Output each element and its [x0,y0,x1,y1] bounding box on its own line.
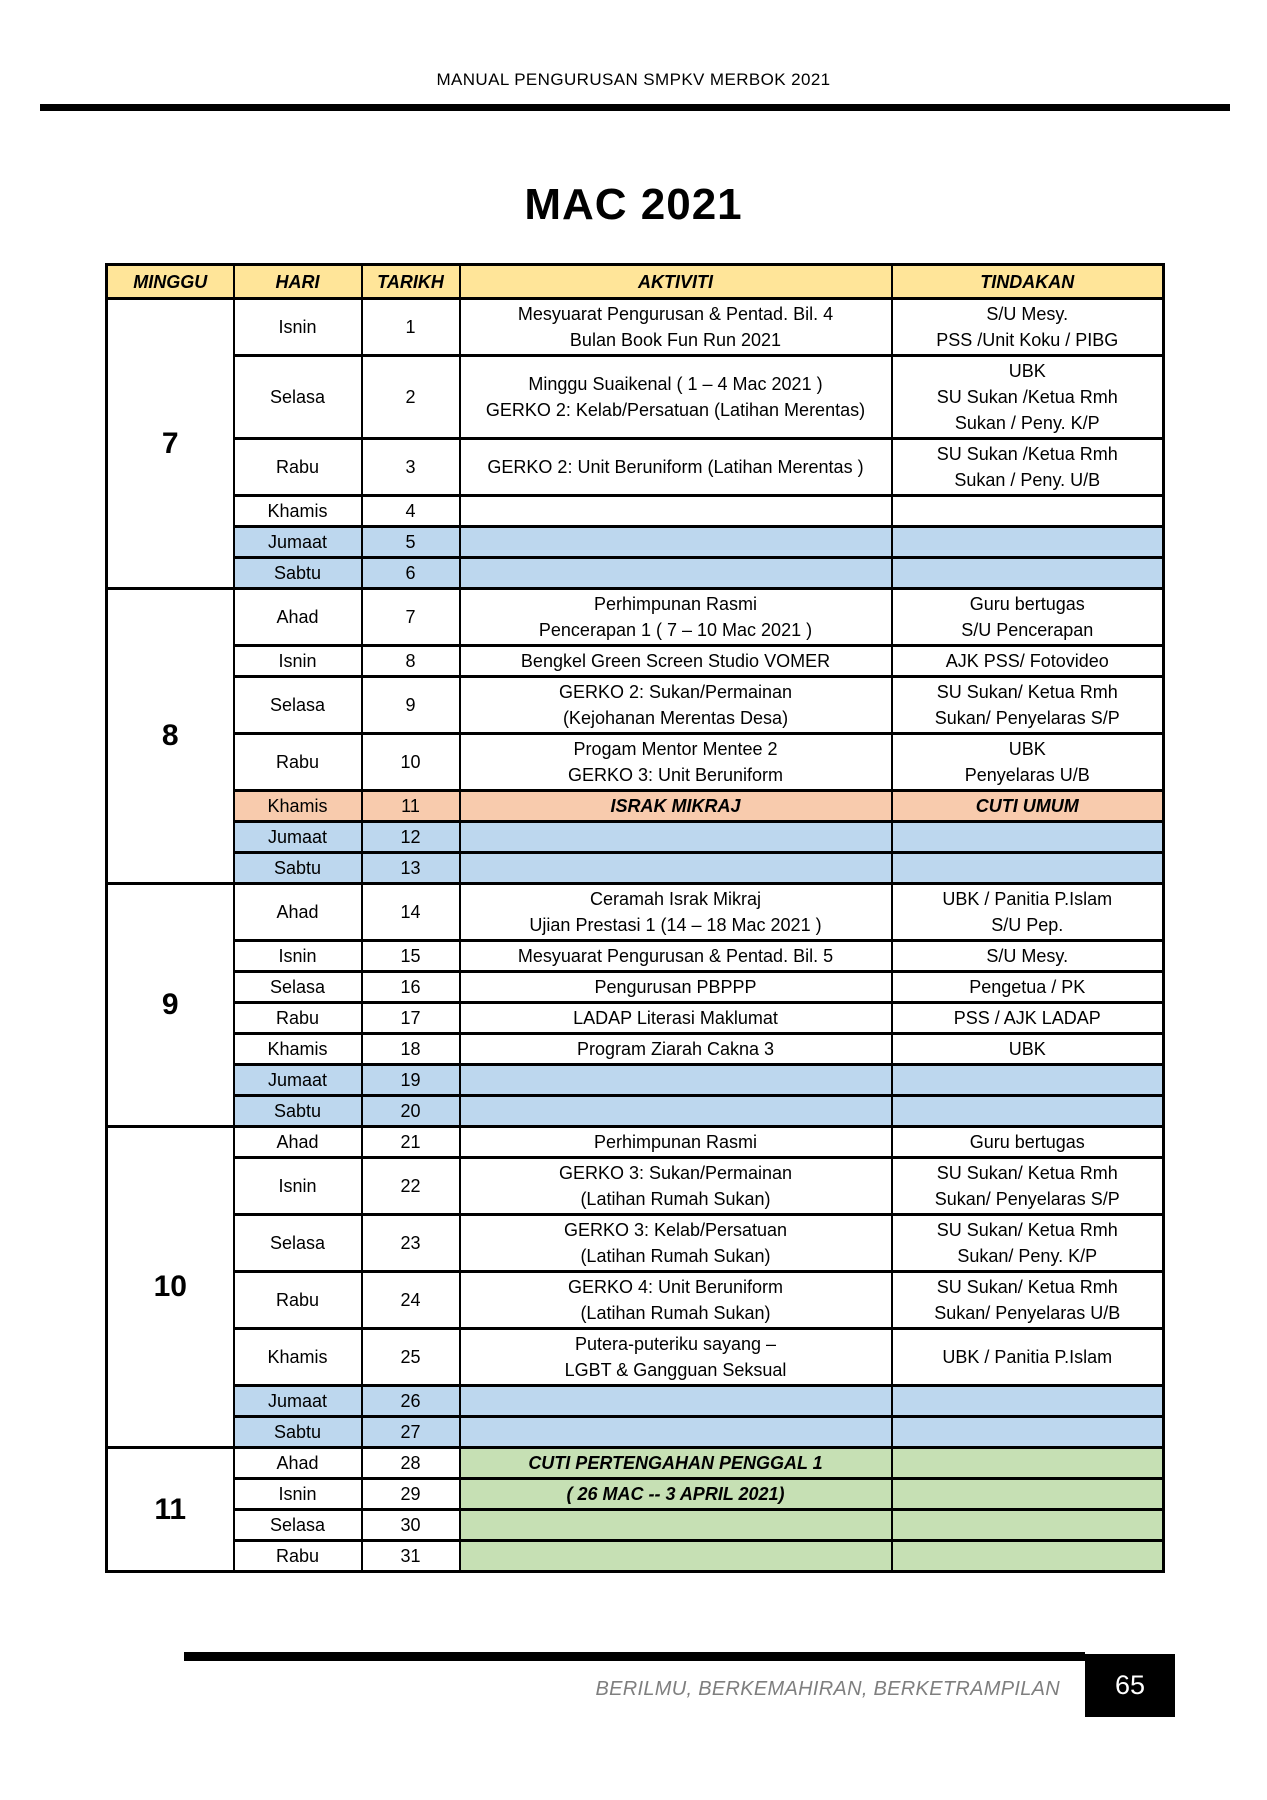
action-cell-line: Sukan / Peny. K/P [954,413,1100,433]
calendar-row [107,1272,1164,1329]
calendar-row [107,734,1164,791]
calendar-row [107,356,1164,439]
day-cell-line: Jumaat [267,1070,328,1090]
activity-cell-line: GERKO 3: Unit Beruniform [567,765,784,785]
action-cell [892,941,1164,972]
date-cell [362,822,460,853]
day-cell-line: Rabu [275,457,320,477]
date-cell-line: 16 [400,977,421,997]
activity-cell [460,1386,892,1417]
calendar-row [107,1417,1164,1448]
action-cell-line: Sukan/ Penyelaras S/P [934,1189,1120,1209]
day-cell [234,527,362,558]
calendar-row [107,853,1164,884]
date-cell [362,1541,460,1572]
calendar-row [107,1479,1164,1510]
calendar-row [107,496,1164,527]
day-cell-line: Ahad [276,607,319,627]
activity-cell [460,646,892,677]
activity-cell [460,1417,892,1448]
date-cell [362,527,460,558]
calendar-row [107,1065,1164,1096]
action-cell [892,677,1164,734]
activity-cell-line: Pencerapan 1 ( 7 – 10 Mac 2021 ) [538,620,813,640]
action-cell-line: S/U Mesy. [986,946,1069,966]
action-cell-line: UBK / Panitia P.Islam [942,889,1113,909]
action-cell-line: Sukan/ Peny. K/P [957,1246,1098,1266]
footer-motto: BERILMU, BERKEMAHIRAN, BERKETRAMPILAN [595,1678,1060,1700]
day-cell-line: Rabu [275,1546,320,1566]
week-number-cell: 11 [107,1448,234,1572]
action-cell-line: UBK / Panitia P.Islam [942,1347,1113,1367]
calendar-row [107,1510,1164,1541]
activity-cell-line: Perhimpunan Rasmi [593,1132,758,1152]
day-cell-line: Selasa [269,1233,326,1253]
action-cell [892,527,1164,558]
date-cell [362,1386,460,1417]
day-cell [234,677,362,734]
date-cell-line: 21 [400,1132,421,1152]
date-cell-line: 7 [405,607,416,627]
activity-cell [460,1127,892,1158]
calendar-row [107,646,1164,677]
day-cell [234,972,362,1003]
week-number-cell: 7 [107,299,234,589]
activity-cell-line: LGBT & Gangguan Seksual [564,1360,787,1380]
day-cell [234,1096,362,1127]
activity-cell [460,1272,892,1329]
action-cell [892,1215,1164,1272]
day-cell [234,299,362,356]
action-cell [892,439,1164,496]
calendar-row [107,589,1164,646]
calendar-row [107,791,1164,822]
date-cell-line: 18 [400,1039,421,1059]
day-cell-line: Selasa [269,1515,326,1535]
day-cell-line: Rabu [275,752,320,772]
action-cell-line: Sukan / Peny. U/B [954,470,1101,490]
activity-cell [460,299,892,356]
activity-cell-line: Minggu Suaikenal ( 1 – 4 Mac 2021 ) [528,374,823,394]
date-cell-line: 17 [400,1008,421,1028]
activity-cell [460,527,892,558]
calendar-row [107,1541,1164,1572]
action-cell [892,558,1164,589]
date-cell-line: 8 [405,651,416,671]
action-cell-line: SU Sukan /Ketua Rmh [936,387,1118,407]
day-cell [234,1448,362,1479]
footer-rule [184,1652,1085,1661]
action-cell [892,646,1164,677]
date-cell [362,496,460,527]
action-cell [892,1158,1164,1215]
activity-cell [460,1215,892,1272]
day-cell [234,734,362,791]
day-cell [234,1272,362,1329]
activity-cell-line: GERKO 3: Sukan/Permainan [558,1163,793,1183]
day-cell [234,1034,362,1065]
activity-cell-line: ( 26 MAC -- 3 APRIL 2021) [566,1484,785,1504]
activity-cell [460,972,892,1003]
date-cell [362,972,460,1003]
action-cell [892,1096,1164,1127]
action-cell-line: SU Sukan/ Ketua Rmh [936,682,1118,702]
activity-cell [460,734,892,791]
day-cell [234,791,362,822]
calendar-row [107,941,1164,972]
action-cell-line: S/U Pep. [991,915,1064,935]
date-cell-line: 23 [400,1233,421,1253]
activity-cell-line: Progam Mentor Mentee 2 [573,739,778,759]
col-header-tindakan: TINDAKAN [892,265,1164,299]
day-cell-line: Rabu [275,1008,320,1028]
date-cell [362,1127,460,1158]
date-cell [362,1510,460,1541]
activity-cell [460,1541,892,1572]
date-cell [362,884,460,941]
activity-cell [460,1096,892,1127]
day-cell [234,558,362,589]
activity-cell [460,1448,892,1479]
calendar-row [107,1448,1164,1479]
day-cell [234,1510,362,1541]
date-cell-line: 2 [405,387,416,407]
calendar-row [107,884,1164,941]
activity-cell-line: Ceramah Israk Mikraj [589,889,762,909]
document-header-title: MANUAL PENGURUSAN SMPKV MERBOK 2021 [436,70,831,89]
col-header-minggu: MINGGU [107,265,234,299]
header-rule [40,104,1230,111]
day-cell-line: Ahad [276,1453,319,1473]
activity-cell-line: Ujian Prestasi 1 (14 – 18 Mac 2021 ) [529,915,822,935]
day-cell-line: Ahad [276,902,319,922]
date-cell-line: 15 [400,946,421,966]
action-cell [892,1417,1164,1448]
action-cell [892,853,1164,884]
activity-cell [460,791,892,822]
activity-cell-line: (Latihan Rumah Sukan) [580,1303,771,1323]
calendar-row [107,1096,1164,1127]
date-cell [362,589,460,646]
calendar-row [107,972,1164,1003]
date-cell-line: 13 [400,858,421,878]
action-cell [892,1127,1164,1158]
action-cell-line: AJK PSS/ Fotovideo [945,651,1109,671]
activity-cell [460,884,892,941]
day-cell [234,1065,362,1096]
activity-cell-line: ISRAK MIKRAJ [610,796,741,816]
page-number: 65 [1085,1654,1175,1717]
week-number-cell: 8 [107,589,234,884]
activity-cell [460,941,892,972]
date-cell [362,1417,460,1448]
date-cell [362,1065,460,1096]
calendar-row [107,558,1164,589]
activity-cell-line: GERKO 2: Sukan/Permainan [558,682,793,702]
activity-cell-line: Program Ziarah Cakna 3 [576,1039,775,1059]
activity-cell-line: GERKO 4: Unit Beruniform [567,1277,784,1297]
day-cell-line: Sabtu [273,1422,322,1442]
day-cell [234,1479,362,1510]
date-cell-line: 25 [400,1347,421,1367]
activity-cell-line: Bengkel Green Screen Studio VOMER [520,651,831,671]
calendar-row [107,1127,1164,1158]
action-cell-line: S/U Mesy. [986,304,1069,324]
activity-cell [460,677,892,734]
col-header-tarikh: TARIKH [362,265,460,299]
activity-cell [460,1510,892,1541]
activity-cell-line: Bulan Book Fun Run 2021 [569,330,782,350]
activity-cell-line: GERKO 2: Kelab/Persatuan (Latihan Merentas) [485,400,866,420]
day-cell-line: Isnin [278,651,317,671]
day-cell [234,853,362,884]
date-cell [362,1215,460,1272]
date-cell-line: 20 [400,1101,421,1121]
action-cell [892,1065,1164,1096]
activity-cell-line: GERKO 3: Kelab/Persatuan [563,1220,788,1240]
day-cell [234,1329,362,1386]
activity-cell-line: Mesyuarat Pengurusan & Pentad. Bil. 5 [517,946,834,966]
date-cell [362,646,460,677]
activity-cell-line: (Kejohanan Merentas Desa) [562,708,789,728]
action-cell [892,1034,1164,1065]
action-cell-line: UBK [1008,361,1046,381]
date-cell [362,1003,460,1034]
action-cell-line: Pengetua / PK [969,977,1086,997]
day-cell-line: Jumaat [267,1391,328,1411]
date-cell [362,1034,460,1065]
action-cell [892,1386,1164,1417]
action-cell [892,1448,1164,1479]
calendar-row [107,677,1164,734]
calendar-table [105,263,1165,1573]
date-cell-line: 28 [400,1453,421,1473]
day-cell-line: Khamis [267,796,328,816]
action-cell [892,822,1164,853]
date-cell-line: 31 [400,1546,421,1566]
date-cell-line: 12 [400,827,421,847]
date-cell [362,734,460,791]
table-header-row [107,265,1164,299]
day-cell-line: Rabu [275,1290,320,1310]
week-number-cell: 10 [107,1127,234,1448]
date-cell [362,299,460,356]
day-cell [234,496,362,527]
date-cell [362,1479,460,1510]
day-cell [234,941,362,972]
day-cell-line: Isnin [278,317,317,337]
date-cell [362,1158,460,1215]
action-cell-line: SU Sukan/ Ketua Rmh [936,1220,1118,1240]
action-cell-line: Guru bertugas [969,1132,1085,1152]
activity-cell [460,439,892,496]
action-cell [892,1510,1164,1541]
day-cell-line: Sabtu [273,563,322,583]
day-cell-line: Isnin [278,1176,317,1196]
day-cell-line: Sabtu [273,858,322,878]
date-cell [362,439,460,496]
activity-cell [460,1158,892,1215]
activity-cell [460,558,892,589]
date-cell [362,1096,460,1127]
date-cell [362,853,460,884]
activity-cell-line: Putera-puteriku sayang – [574,1334,777,1354]
action-cell [892,356,1164,439]
action-cell [892,884,1164,941]
date-cell-line: 1 [405,317,416,337]
date-cell [362,791,460,822]
action-cell-line: SU Sukan/ Ketua Rmh [936,1163,1118,1183]
day-cell-line: Sabtu [273,1101,322,1121]
action-cell [892,972,1164,1003]
date-cell-line: 5 [405,532,416,552]
day-cell [234,822,362,853]
activity-cell-line: Mesyuarat Pengurusan & Pentad. Bil. 4 [517,304,834,324]
col-header-hari: HARI [234,265,362,299]
action-cell-line: Guru bertugas [969,594,1085,614]
day-cell-line: Khamis [267,501,328,521]
date-cell-line: 30 [400,1515,421,1535]
calendar-row [107,822,1164,853]
action-cell [892,1541,1164,1572]
date-cell-line: 24 [400,1290,421,1310]
calendar-row [107,299,1164,356]
activity-cell [460,589,892,646]
day-cell-line: Khamis [267,1347,328,1367]
action-cell-line: UBK [1008,739,1046,759]
activity-cell [460,1065,892,1096]
col-header-aktiviti: AKTIVITI [460,265,892,299]
calendar-row [107,1386,1164,1417]
action-cell-line: S/U Pencerapan [961,620,1094,640]
day-cell [234,1003,362,1034]
activity-cell [460,356,892,439]
date-cell-line: 27 [400,1422,421,1442]
day-cell [234,1158,362,1215]
calendar-row [107,439,1164,496]
day-cell [234,356,362,439]
date-cell [362,677,460,734]
date-cell-line: 14 [400,902,421,922]
day-cell [234,439,362,496]
calendar-row [107,1215,1164,1272]
action-cell [892,1479,1164,1510]
action-cell [892,734,1164,791]
day-cell [234,646,362,677]
activity-cell [460,496,892,527]
day-cell-line: Isnin [278,1484,317,1504]
action-cell-line: Sukan/ Penyelaras U/B [934,1303,1121,1323]
day-cell-line: Jumaat [267,532,328,552]
activity-cell-line: GERKO 2: Unit Beruniform (Latihan Merentas ) [487,457,864,477]
date-cell [362,941,460,972]
day-cell [234,884,362,941]
day-cell-line: Selasa [269,695,326,715]
activity-cell [460,822,892,853]
month-title: MAC 2021 [524,180,743,229]
action-cell [892,791,1164,822]
date-cell-line: 29 [400,1484,421,1504]
activity-cell [460,1329,892,1386]
activity-cell-line: CUTI PERTENGAHAN PENGGAL 1 [528,1453,823,1473]
date-cell-line: 6 [405,563,416,583]
calendar-row [107,1329,1164,1386]
date-cell-line: 4 [405,501,416,521]
action-cell [892,1329,1164,1386]
week-number-cell: 9 [107,884,234,1127]
date-cell [362,1448,460,1479]
date-cell-line: 9 [405,695,416,715]
action-cell [892,1003,1164,1034]
activity-cell [460,1003,892,1034]
action-cell-line: PSS /Unit Koku / PIBG [936,330,1119,350]
action-cell [892,1272,1164,1329]
action-cell-line: UBK [1008,1039,1046,1059]
day-cell [234,1215,362,1272]
activity-cell-line: (Latihan Rumah Sukan) [580,1246,771,1266]
calendar-row [107,1003,1164,1034]
activity-cell [460,1479,892,1510]
action-cell-line: SU Sukan/ Ketua Rmh [936,1277,1118,1297]
calendar-row [107,1034,1164,1065]
calendar-row [107,527,1164,558]
date-cell-line: 10 [400,752,421,772]
day-cell [234,589,362,646]
day-cell [234,1127,362,1158]
action-cell-line: Penyelaras U/B [964,765,1090,785]
day-cell-line: Khamis [267,1039,328,1059]
day-cell-line: Jumaat [267,827,328,847]
date-cell [362,1329,460,1386]
activity-cell [460,1034,892,1065]
date-cell-line: 11 [401,796,420,816]
action-cell [892,496,1164,527]
day-cell [234,1417,362,1448]
action-cell-line: Sukan/ Penyelaras S/P [934,708,1120,728]
action-cell-line: PSS / AJK LADAP [953,1008,1101,1028]
date-cell-line: 19 [400,1070,421,1090]
action-cell [892,299,1164,356]
day-cell-line: Ahad [276,1132,319,1152]
day-cell-line: Selasa [269,977,326,997]
activity-cell [460,853,892,884]
date-cell-line: 26 [400,1391,421,1411]
date-cell [362,356,460,439]
day-cell [234,1386,362,1417]
action-cell-line: CUTI UMUM [975,796,1079,816]
day-cell [234,1541,362,1572]
date-cell [362,558,460,589]
action-cell-line: SU Sukan /Ketua Rmh [936,444,1118,464]
activity-cell-line: Pengurusan PBPPP [594,977,757,997]
date-cell-line: 3 [405,457,416,477]
day-cell-line: Selasa [269,387,326,407]
activity-cell-line: (Latihan Rumah Sukan) [580,1189,771,1209]
action-cell [892,589,1164,646]
calendar-row [107,1158,1164,1215]
day-cell-line: Isnin [278,946,317,966]
activity-cell-line: LADAP Literasi Maklumat [573,1008,778,1028]
activity-cell-line: Perhimpunan Rasmi [593,594,758,614]
date-cell [362,1272,460,1329]
date-cell-line: 22 [400,1176,421,1196]
